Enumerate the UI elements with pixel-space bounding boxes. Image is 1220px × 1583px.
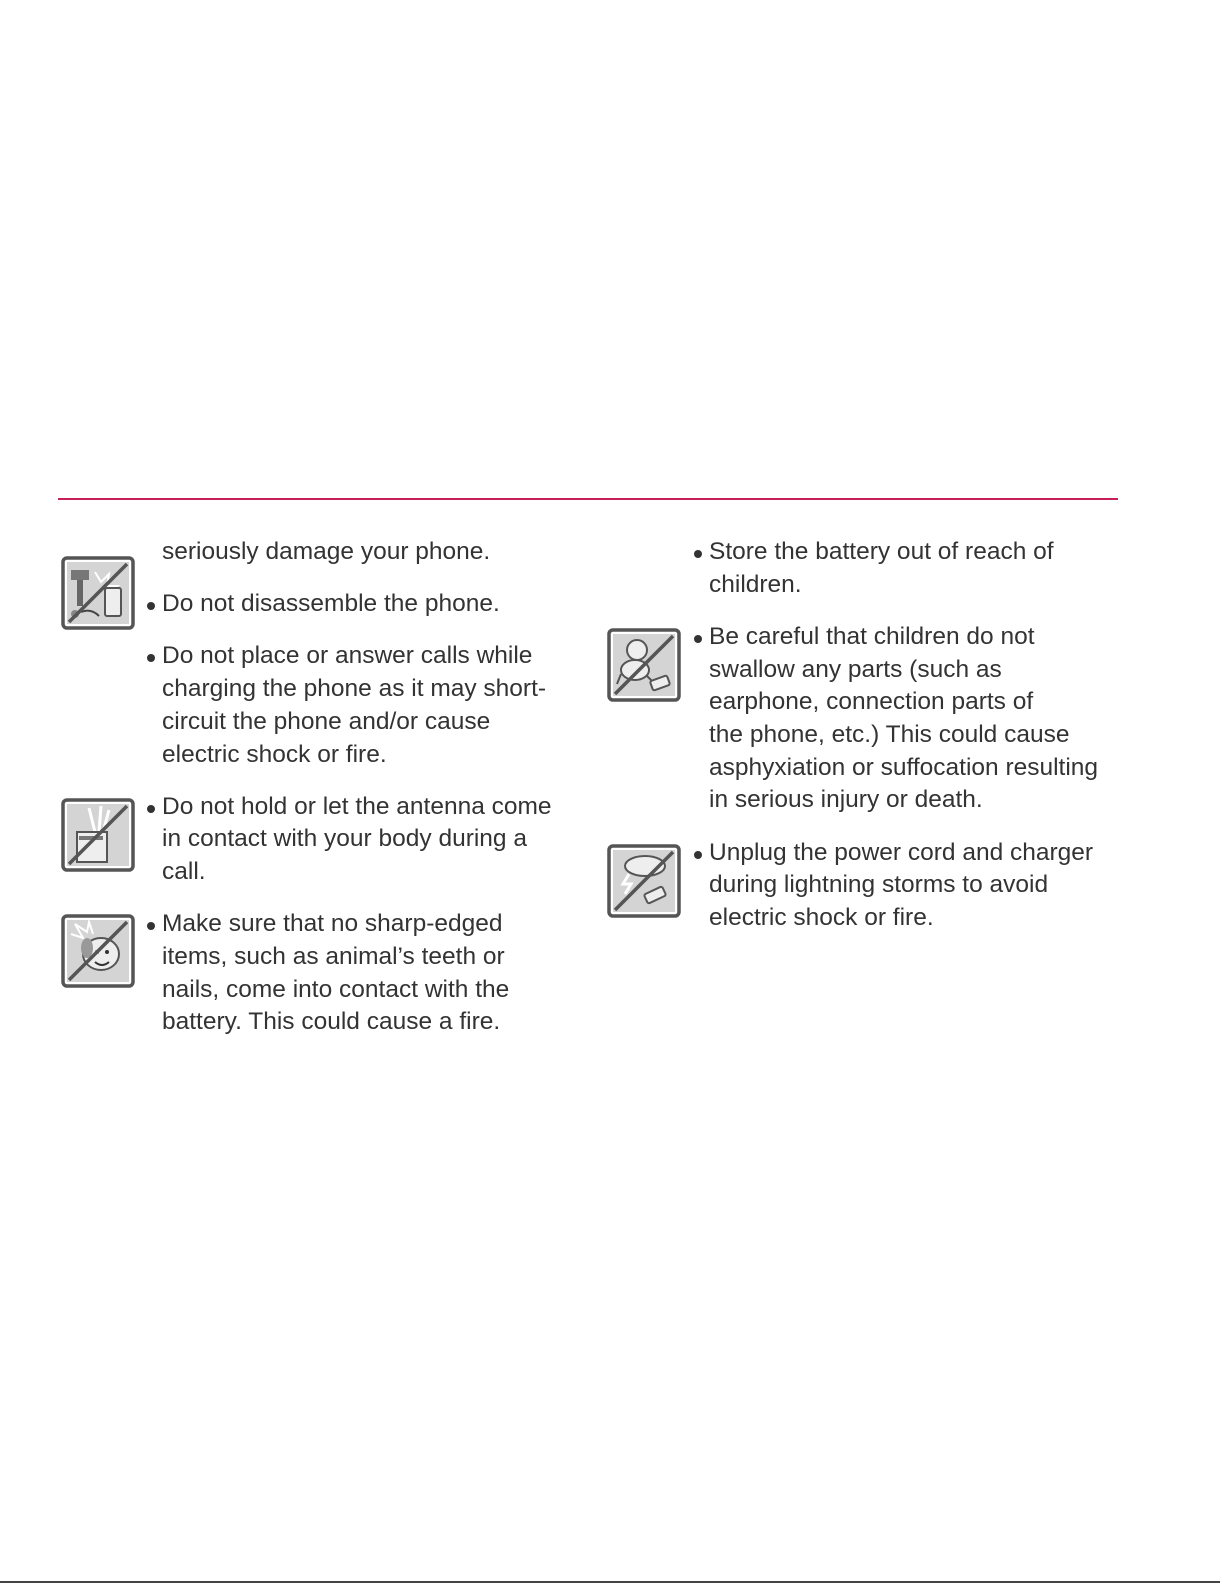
no-child-swallow-icon bbox=[607, 628, 681, 702]
list-item: Do not hold or let the antenna come in contact with your body during a call. bbox=[145, 791, 585, 889]
right-column bbox=[692, 536, 1132, 954]
list-item: Be careful that children do not swallow any parts (such as earphone, connection parts of the phone, etc.) This could cause asphyxiation or suffocation resulting in serious injury or death. bbox=[692, 621, 1132, 817]
header-divider bbox=[58, 498, 1118, 500]
list-item: seriously damage your phone. bbox=[162, 538, 491, 565]
no-lightning-charge-icon bbox=[607, 844, 681, 918]
no-antenna-contact-icon bbox=[61, 798, 135, 872]
left-column bbox=[145, 536, 585, 1059]
list-item: Unplug the power cord and charger during lightning storms to avoid electric shock or fire. bbox=[692, 837, 1132, 935]
list-item: Make sure that no sharp-edged items, such as animal’s teeth or nails, come into contact with the battery. This could cause a fire. bbox=[145, 908, 585, 1039]
no-hammer-phone-icon bbox=[61, 556, 135, 630]
list-item: Do not place or answer calls while charging the phone as it may short- circuit the phone and/or cause electric shock or fire. bbox=[145, 640, 585, 771]
list-item: Do not disassemble the phone. bbox=[145, 588, 585, 621]
list-item: Store the battery out of reach of children. bbox=[692, 536, 1132, 601]
no-dog-bite-icon bbox=[61, 914, 135, 988]
